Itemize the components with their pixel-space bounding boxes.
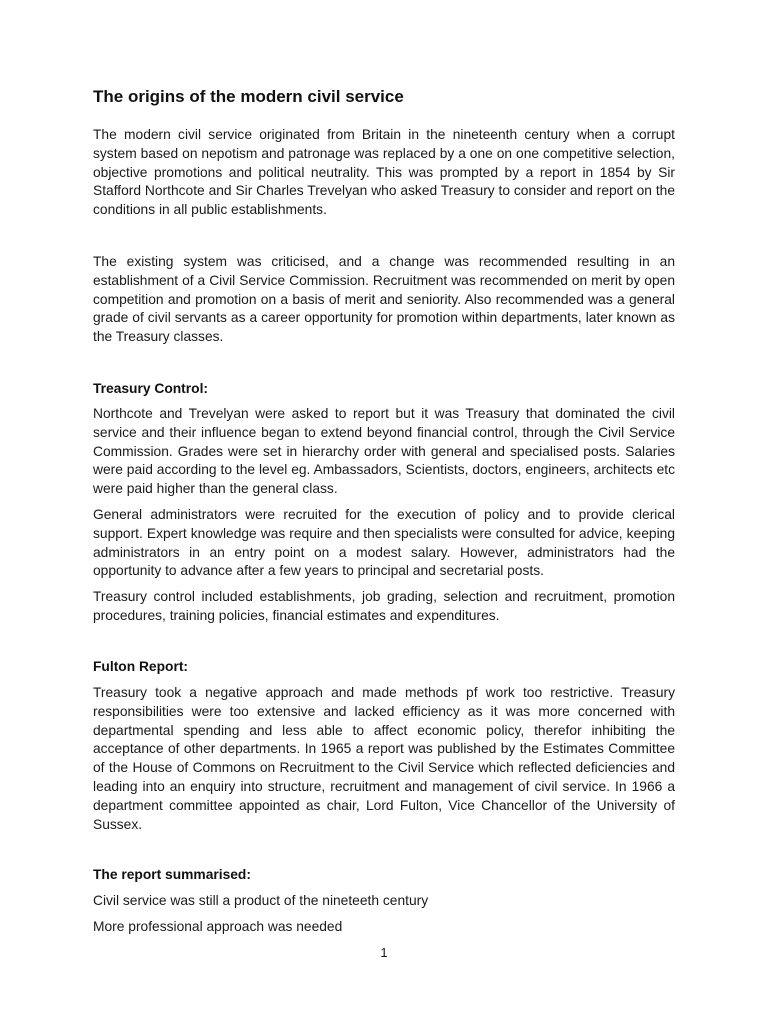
summary-line: More professional approach was needed — [93, 919, 343, 934]
section-heading-treasury-control: Treasury Control: — [93, 381, 208, 396]
intro-paragraph-2-block — [93, 253, 675, 347]
summary-item-2-block — [93, 918, 675, 937]
section-paragraph: Northcote and Trevelyan were asked to report but it was Treasury that dominated the civil service and their influence began to extend beyond financial control, through the Civil Service Commission. Grades were set in hierarchy order with general and specialised posts. Salaries were paid according to the level eg. Ambassadors, Scientists, doctors, engineers, architects etc were paid higher than the general class. — [93, 406, 675, 497]
treasury-paragraph-3-block — [93, 588, 675, 626]
section-summary-heading-block — [93, 866, 675, 885]
summary-item-1-block — [93, 892, 675, 911]
section-treasury-control-heading-block — [93, 380, 675, 399]
intro-paragraph-1-block — [93, 126, 675, 220]
document-title: The origins of the modern civil service — [93, 87, 404, 106]
section-paragraph: General administrators were recruited for the execution of policy and to provide clerical support. Expert knowledge was require and then specialists were consulted for advice, keeping administrators in an entry point on a modest salary. However, administrators had the opportunity to advance after a few years to principal and secretarial posts. — [93, 507, 675, 579]
page-number: 1 — [380, 945, 388, 960]
section-heading-fulton-report: Fulton Report: — [93, 659, 189, 674]
section-fulton-heading-block — [93, 658, 675, 677]
treasury-paragraph-1-block — [93, 405, 675, 499]
intro-paragraph: The existing system was criticised, and a change was recommended resulting in an establishment of a Civil Service Commission. Recruitment was recommended on merit by open competition and promotion on a basis of merit and seniority. Also recommended was a general grade of civil servants as a career opportunity for promotion within departments, later known as the Treasury classes. — [93, 254, 675, 345]
intro-paragraph: The modern civil service originated from Britain in the nineteenth century when a corrupt system based on nepotism and patronage was replaced by a one on one competitive selection, objective promotions and political neutrality. This was prompted by a report in 1854 by Sir Stafford Northcote and Sir Charles Trevelyan who asked Treasury to consider and report on the conditions in all public establishments. — [93, 127, 675, 218]
fulton-paragraph-block — [93, 684, 675, 834]
treasury-paragraph-2-block — [93, 506, 675, 581]
section-paragraph: Treasury took a negative approach and made methods pf work too restrictive. Treasury responsibilities were too extensive and lacked efficiency as it was more concerned with departmental spending and less able to affect economic policy, therefor inhibiting the acceptance of other departments. In 1965 a report was published by the Estimates Committee of the House of Commons on Recruitment to the Civil Service which reflected deficiencies and leading into an enquiry into structure, recruitment and management of civil service. In 1966 a department committee appointed as chair, Lord Fulton, Vice Chancellor of the University of Sussex. — [93, 685, 675, 832]
section-paragraph: Treasury control included establishments, job grading, selection and recruitment, promotion procedures, training policies, financial estimates and expenditures. — [93, 589, 675, 623]
section-heading-report-summarised: The report summarised: — [93, 867, 251, 882]
summary-line: Civil service was still a product of the nineteeth century — [93, 893, 429, 908]
